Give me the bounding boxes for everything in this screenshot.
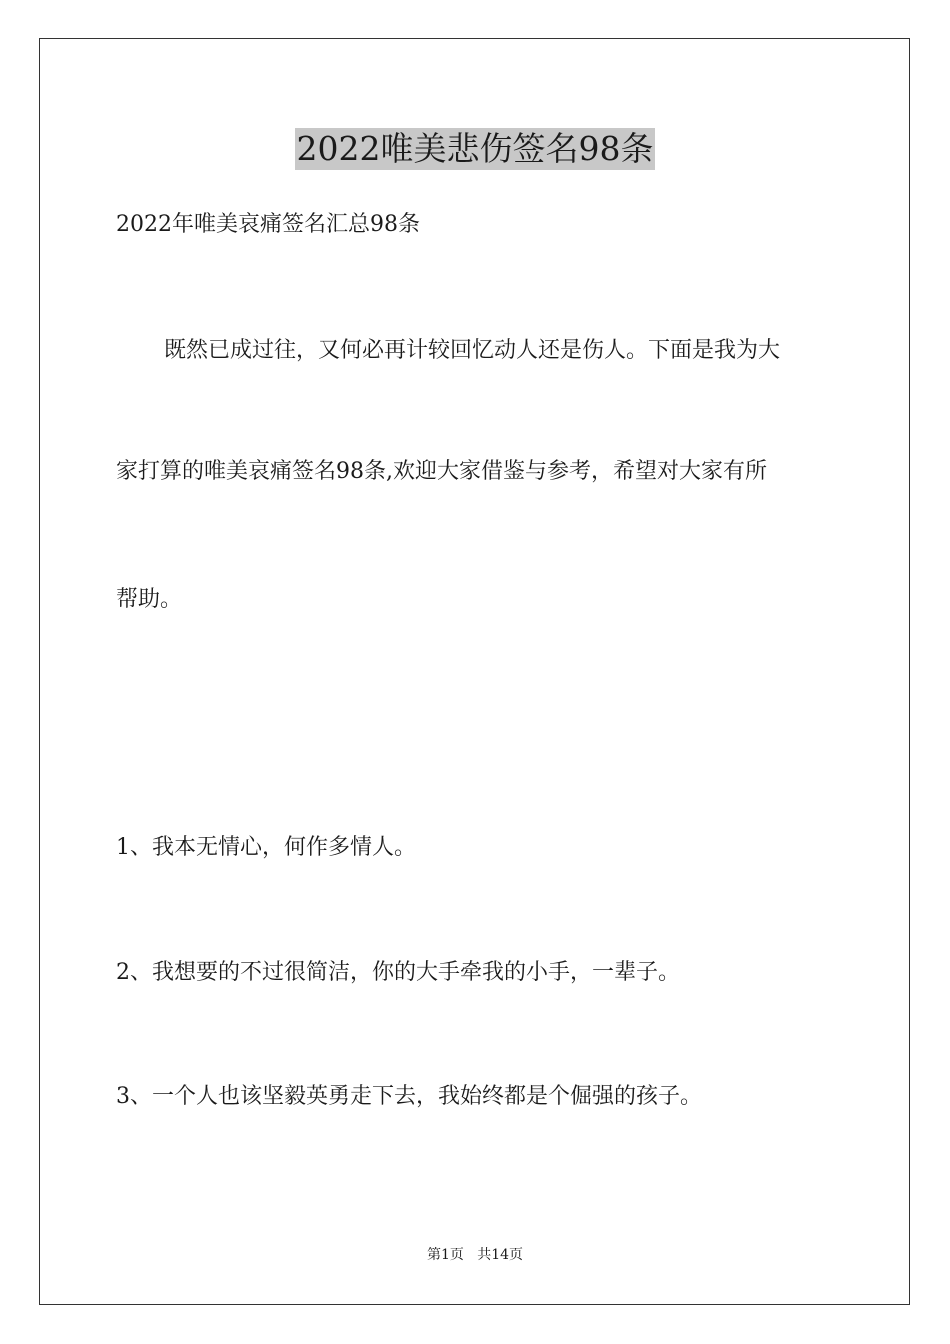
intro-line-2: 家打算的唯美哀痛签名98条,欢迎大家借鉴与参考，希望对大家有所: [116, 459, 767, 484]
title-container: [0, 128, 950, 170]
list-item-1: 1、我本无情心，何作多情人。: [116, 835, 416, 860]
document-title: 2022唯美悲伤签名98条: [296, 129, 654, 168]
list-item-2: 2、我想要的不过很简洁，你的大手牵我的小手，一辈子。: [116, 960, 680, 985]
document-subtitle: 2022年唯美哀痛签名汇总98条: [116, 212, 420, 237]
list-item-3: 3、一个人也该坚毅英勇走下去，我始终都是个倔强的孩子。: [116, 1084, 702, 1109]
intro-line-3: 帮助。: [116, 587, 183, 612]
intro-line-1: 既然已成过往，又何必再计较回忆动人还是伤人。下面是我为大: [164, 338, 781, 363]
page-footer: 第1页 共14页: [426, 1247, 524, 1263]
